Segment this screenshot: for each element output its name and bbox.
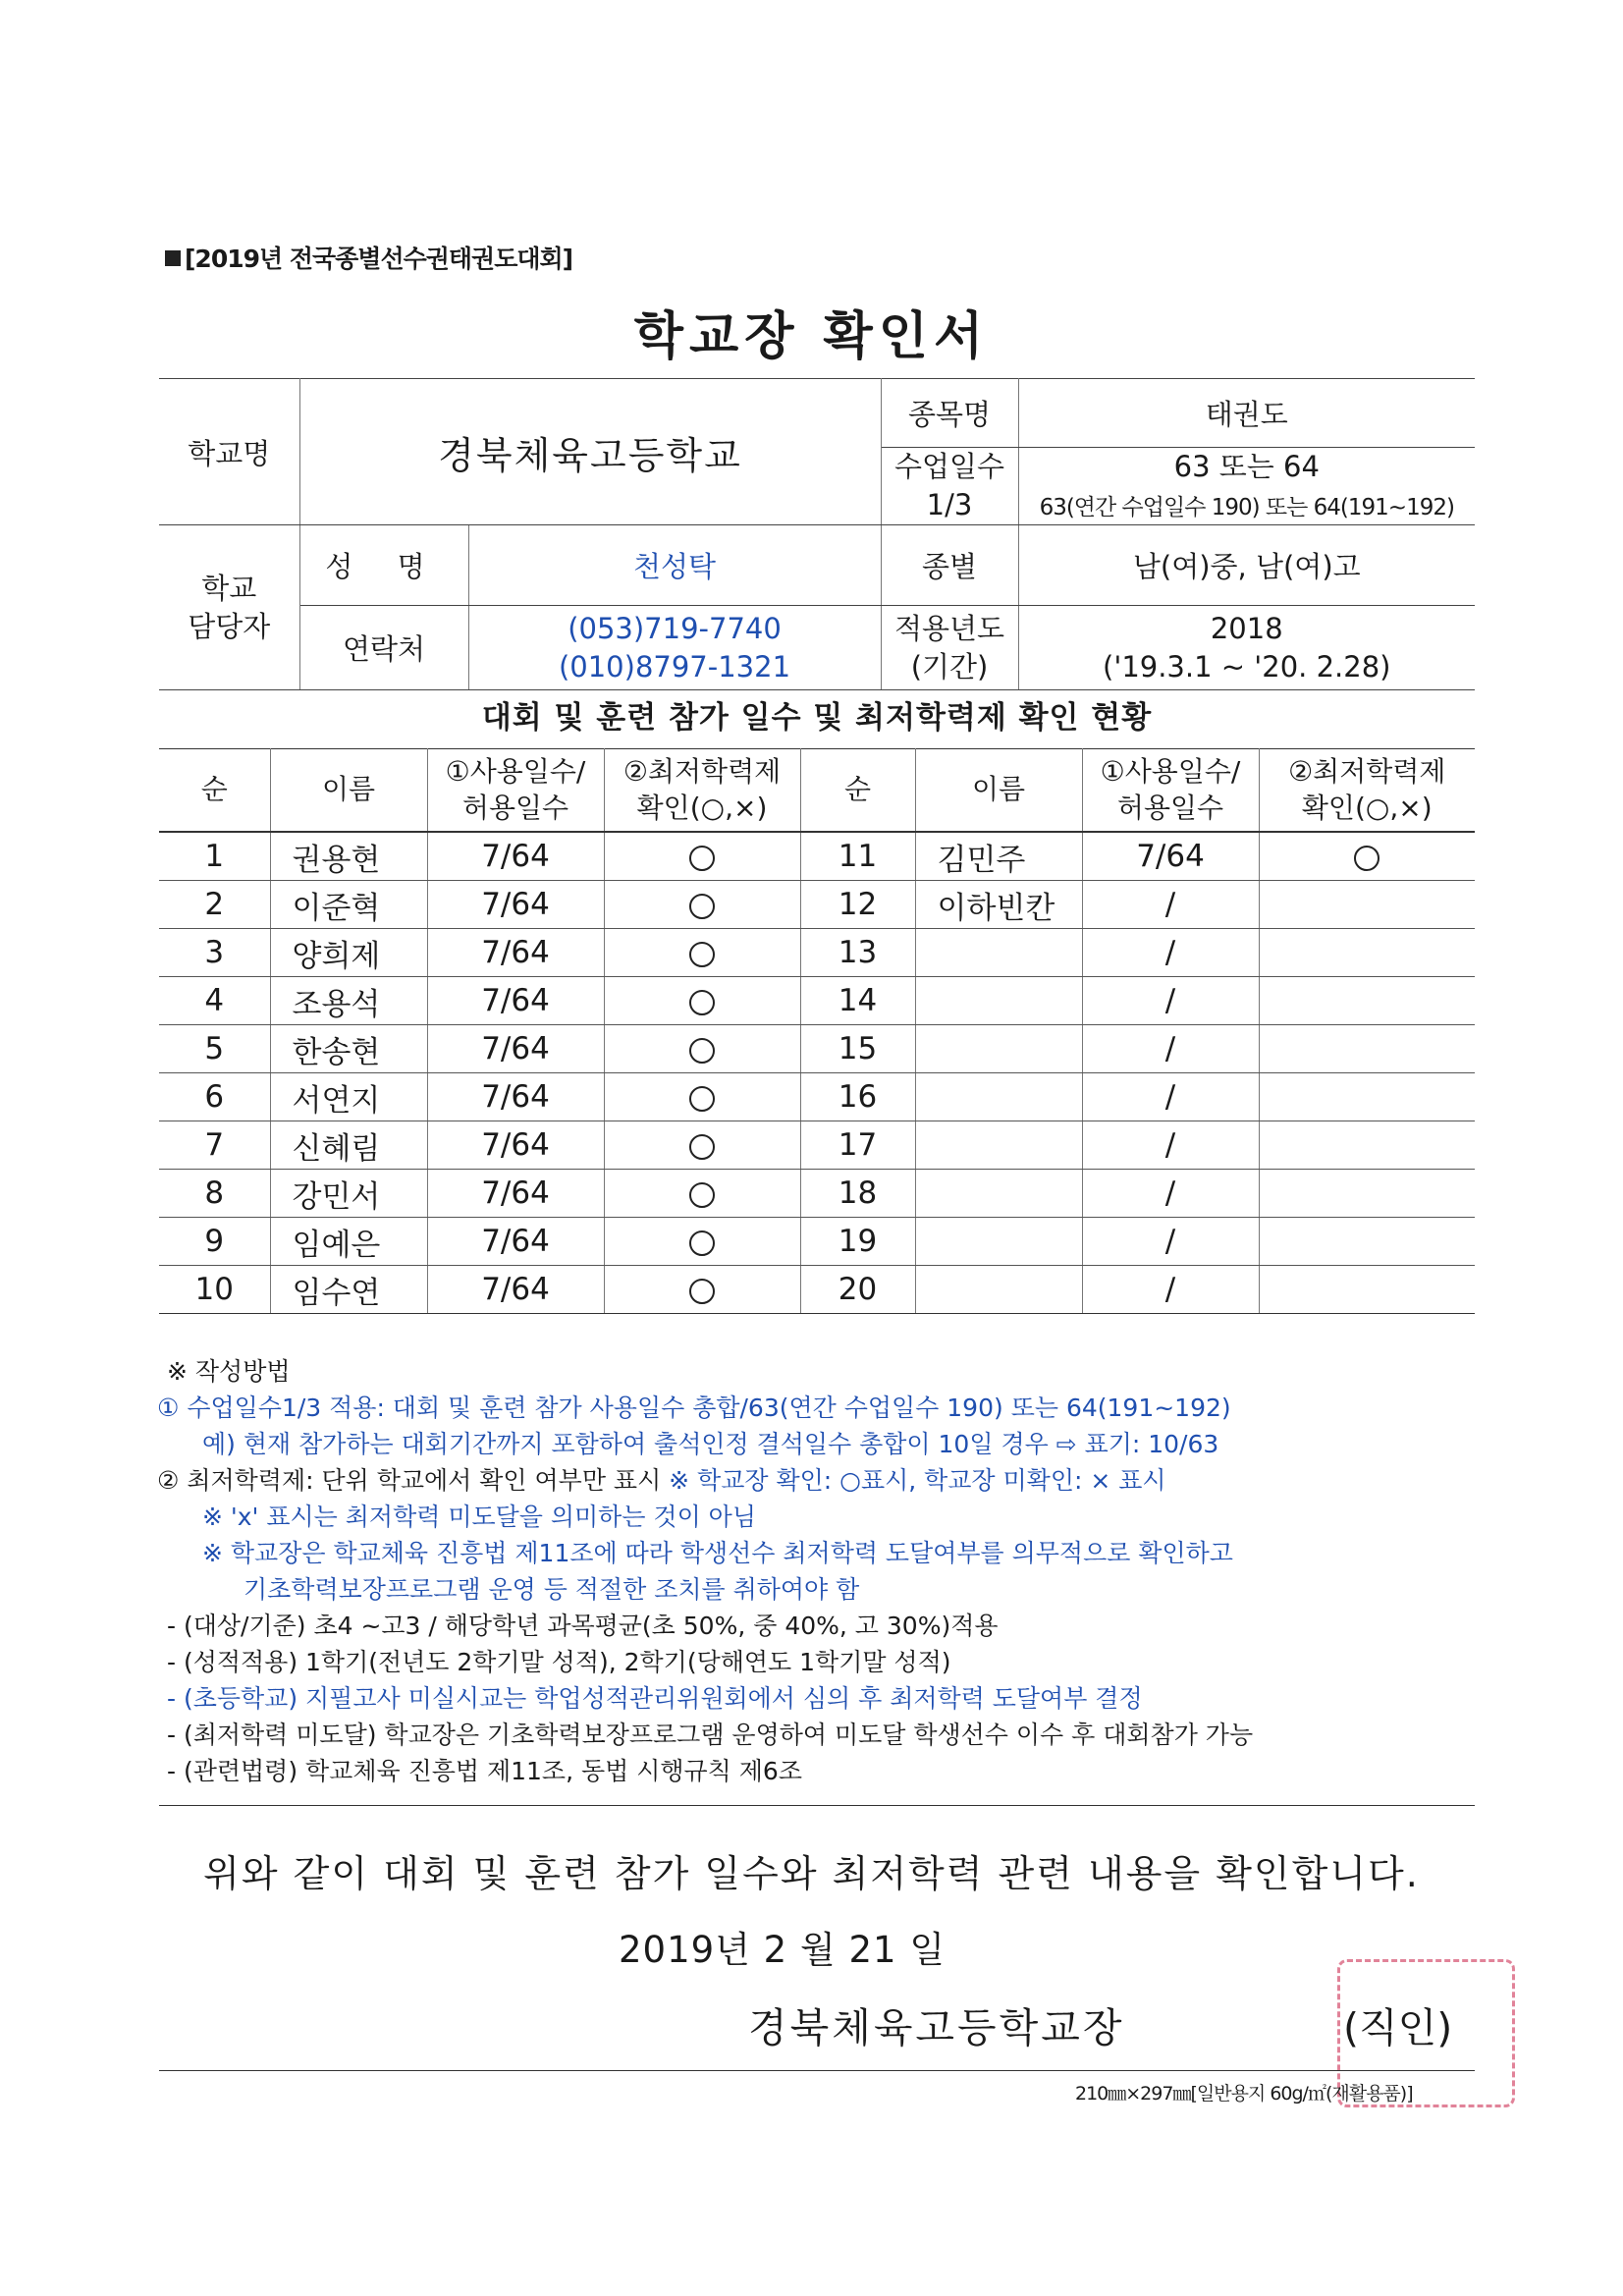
circle-mark-icon (689, 990, 715, 1015)
athlete-name: 임수연 (270, 1266, 427, 1314)
footer-divider (159, 2070, 1475, 2071)
header-no: 순 (159, 749, 270, 833)
athlete-name: 이준혁 (270, 881, 427, 929)
row-number: 7 (159, 1121, 270, 1170)
days-used: / (1082, 977, 1259, 1025)
athlete-name (915, 1025, 1082, 1073)
table-row (159, 832, 1475, 881)
check-cell (604, 881, 800, 929)
athlete-name: 한송현 (270, 1025, 427, 1073)
note-1-example: 예) 현재 참가하는 대회기간까지 포함하여 출석인정 결석일수 총합이 10일 경우 ⇨ 표기: 10/63 (202, 1430, 1219, 1458)
section-title: 대회 및 훈련 참가 일수 및 최저학력제 확인 현황 (481, 700, 1153, 736)
notes-title: ※ 작성방법 (167, 1357, 291, 1386)
event-label: 종목명 (881, 379, 1018, 448)
contact-label: 연락처 (299, 606, 468, 690)
circle-mark-icon (689, 894, 715, 919)
days-used: 7/64 (427, 1121, 604, 1170)
row-number: 20 (800, 1266, 915, 1314)
school-info-table (159, 378, 1475, 690)
check-cell (604, 1121, 800, 1170)
header-check: ②최저학력제 확인(○,×) (604, 749, 800, 833)
days-used: 7/64 (427, 929, 604, 977)
check-cell (1259, 881, 1475, 929)
header-days: ①사용일수/ 허용일수 (427, 749, 604, 833)
check-cell (1259, 1218, 1475, 1266)
check-cell (604, 977, 800, 1025)
circle-mark-icon (689, 942, 715, 967)
days-used: / (1082, 1170, 1259, 1218)
row-number: 10 (159, 1266, 270, 1314)
days-used: 7/64 (427, 832, 604, 881)
note-2-remark-3: 기초학력보장프로그램 운영 등 적절한 조치를 취하여야 함 (243, 1575, 860, 1604)
check-cell (604, 1170, 800, 1218)
days-used: 7/64 (427, 1170, 604, 1218)
check-cell (604, 1218, 800, 1266)
table-row (159, 929, 1475, 977)
instructions (157, 1353, 1492, 1789)
detail-2: - (성적적용) 1학기(전년도 2학기말 성적), 2학기(당해연도 1학기말 성적) (167, 1648, 951, 1676)
row-number: 18 (800, 1170, 915, 1218)
circle-mark-icon (689, 1230, 715, 1256)
apply-year-value: 2018 ('19.3.1 ~ '20. 2.28) (1018, 606, 1475, 690)
row-number: 1 (159, 832, 270, 881)
square-bullet-icon (165, 250, 181, 266)
athlete-name (915, 1121, 1082, 1170)
event-value: 태권도 (1018, 379, 1475, 448)
table-row (159, 1121, 1475, 1170)
header-name: 이름 (270, 749, 427, 833)
row-number: 19 (800, 1218, 915, 1266)
circle-mark-icon (689, 846, 715, 871)
table-row (159, 1266, 1475, 1314)
athlete-table-header (159, 749, 1475, 833)
detail-5: - (관련법령) 학교체육 진흥법 제11조, 동법 시행규칙 제6조 (167, 1757, 802, 1785)
days-used: / (1082, 1121, 1259, 1170)
phone-2: (010)8797-1321 (558, 649, 791, 683)
table-row (159, 1025, 1475, 1073)
row-number: 16 (800, 1073, 915, 1121)
staff-label: 학교 담당자 (159, 525, 299, 690)
header-name: 이름 (915, 749, 1082, 833)
check-cell (604, 929, 800, 977)
days-used: / (1082, 929, 1259, 977)
staff-name-value: 천성탁 (468, 525, 881, 606)
athlete-name (915, 1170, 1082, 1218)
days-used: 7/64 (1082, 832, 1259, 881)
row-number: 3 (159, 929, 270, 977)
athlete-name: 강민서 (270, 1170, 427, 1218)
check-cell (1259, 929, 1475, 977)
athlete-name (915, 1218, 1082, 1266)
header-days: ①사용일수/ 허용일수 (1082, 749, 1259, 833)
document-title: 학교장 확인서 (633, 307, 990, 366)
divider (159, 1805, 1475, 1806)
circle-mark-icon (689, 1279, 715, 1304)
row-number: 4 (159, 977, 270, 1025)
note-2-remark-2: ※ 학교장은 학교체육 진흥법 제11조에 따라 학생선수 최저학력 도달여부를 의무적으로 확인하고 (202, 1539, 1233, 1567)
school-name-value: 경북체육고등학교 (299, 379, 881, 525)
athlete-name: 이하빈칸 (915, 881, 1082, 929)
school-name-label: 학교명 (159, 379, 299, 525)
check-cell (1259, 832, 1475, 881)
days-used: 7/64 (427, 977, 604, 1025)
row-number: 11 (800, 832, 915, 881)
contact-value (468, 606, 881, 690)
row-number: 12 (800, 881, 915, 929)
table-row (159, 881, 1475, 929)
note-2: ② 최저학력제: 단위 학교에서 확인 여부만 표시 ※ 학교장 확인: ○표시, 학교장 미확인: × 표시 (157, 1466, 1166, 1495)
athlete-name: 서연지 (270, 1073, 427, 1121)
circle-mark-icon (689, 1182, 715, 1208)
signer-name: 경북체육고등학교장 (748, 2004, 1125, 2051)
days-used: / (1082, 1025, 1259, 1073)
row-number: 13 (800, 929, 915, 977)
note-2-remark-1: ※ 'x' 표시는 최저학력 미도달을 의미하는 것이 아님 (202, 1503, 756, 1531)
detail-1: - (대상/기준) 초4 ~고3 / 해당학년 과목평균(초 50%, 중 40%, 고 30%)적용 (167, 1612, 999, 1640)
check-cell (604, 832, 800, 881)
circle-mark-icon (689, 1086, 715, 1112)
athlete-name: 권용현 (270, 832, 427, 881)
paper-spec: 210㎜×297㎜[일반용지 60g/㎡(재활용품)] (1075, 2083, 1413, 2105)
athlete-name: 김민주 (915, 832, 1082, 881)
circle-mark-icon (689, 1038, 715, 1064)
row-number: 17 (800, 1121, 915, 1170)
athlete-name (915, 1266, 1082, 1314)
check-cell (1259, 1170, 1475, 1218)
detail-4: - (최저학력 미도달) 학교장은 기초학력보장프로그램 운영하여 미도달 학생선수 이수 후 대회참가 가능 (167, 1721, 1254, 1749)
check-cell (1259, 977, 1475, 1025)
days-used: / (1082, 1073, 1259, 1121)
header-check: ②최저학력제 확인(○,×) (1259, 749, 1475, 833)
days-used: 7/64 (427, 1218, 604, 1266)
days-used: / (1082, 1218, 1259, 1266)
table-row (159, 977, 1475, 1025)
header-no: 순 (800, 749, 915, 833)
athlete-name: 조용석 (270, 977, 427, 1025)
check-cell (604, 1073, 800, 1121)
row-number: 14 (800, 977, 915, 1025)
circle-mark-icon (689, 1134, 715, 1160)
check-cell (1259, 1266, 1475, 1314)
gender-label: 종별 (881, 525, 1018, 606)
check-cell (1259, 1121, 1475, 1170)
check-cell (604, 1266, 800, 1314)
days-used: / (1082, 1266, 1259, 1314)
staff-name-label: 성 명 (299, 525, 468, 606)
check-cell (1259, 1073, 1475, 1121)
seal-label: (직인) (1343, 2004, 1453, 2051)
class-days-label: 수업일수 1/3 (881, 448, 1018, 525)
days-used: 7/64 (427, 881, 604, 929)
row-number: 6 (159, 1073, 270, 1121)
confirmation-statement: 위와 같이 대회 및 훈련 참가 일수와 최저학력 관련 내용을 확인합니다. (203, 1852, 1420, 1895)
athlete-name: 양희제 (270, 929, 427, 977)
row-number: 8 (159, 1170, 270, 1218)
row-number: 5 (159, 1025, 270, 1073)
row-number: 2 (159, 881, 270, 929)
check-cell (1259, 1025, 1475, 1073)
days-used: / (1082, 881, 1259, 929)
table-row (159, 1170, 1475, 1218)
detail-3: - (초등학교) 지필고사 미실시교는 학업성적관리위원회에서 심의 후 최저학력 도달여부 결정 (167, 1684, 1143, 1713)
note-1: ① 수업일수1/3 적용: 대회 및 훈련 참가 사용일수 총합/63(연간 수업일수 190) 또는 64(191~192) (157, 1394, 1231, 1422)
days-used: 7/64 (427, 1266, 604, 1314)
phone-1: (053)719-7740 (568, 611, 782, 645)
signing-date: 2019년 2 월 21 일 (619, 1929, 947, 1971)
days-used: 7/64 (427, 1025, 604, 1073)
row-number: 15 (800, 1025, 915, 1073)
document-header-label: [2019년 전국종별선수권태권도대회] (165, 240, 572, 275)
athlete-name (915, 1073, 1082, 1121)
circle-mark-icon (1354, 846, 1380, 871)
check-cell (604, 1025, 800, 1073)
athlete-name (915, 929, 1082, 977)
athlete-name: 신혜림 (270, 1121, 427, 1170)
apply-year-label: 적용년도 (기간) (881, 606, 1018, 690)
athlete-name: 임예은 (270, 1218, 427, 1266)
table-row (159, 1073, 1475, 1121)
class-days-value: 63 또는 64 63(연간 수업일수 190) 또는 64(191~192) (1018, 448, 1475, 525)
gender-value: 남(여)중, 남(여)고 (1018, 525, 1475, 606)
table-row (159, 1218, 1475, 1266)
days-used: 7/64 (427, 1073, 604, 1121)
athlete-table (159, 748, 1475, 1314)
row-number: 9 (159, 1218, 270, 1266)
athlete-name (915, 977, 1082, 1025)
